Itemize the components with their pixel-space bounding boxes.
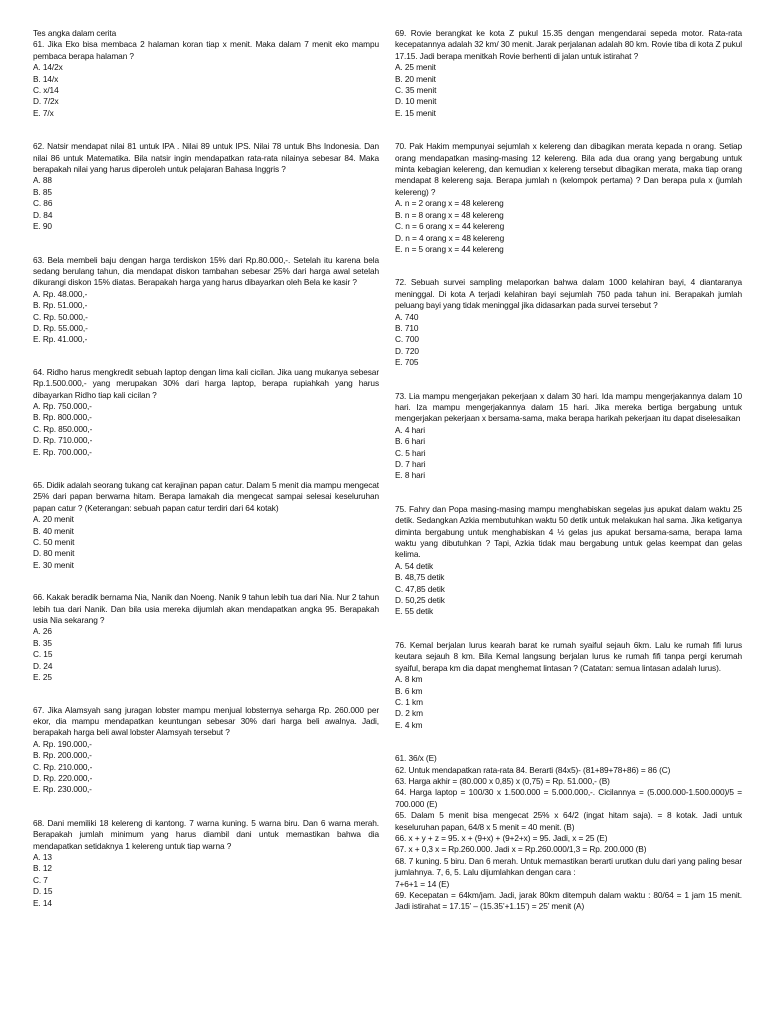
- question-text: 76. Kemal berjalan lurus kearah barat ke rumah syaiful sejauh 6km. Lalu ke rumah fifi lurus keutara sejauh 8 km. Bila Kemal langsung berjalan lurus ke rumah fifi tanpa pergi kerumah syaiful, berapa km dia dapat menghemat lintasan ? (Catatan: semua lintasan adalah lurus).: [395, 639, 742, 673]
- answer-option: E. Rp. 41.000,-: [33, 334, 88, 345]
- question-block: [395, 141, 742, 255]
- answer-option: C. Rp. 210.000,-: [33, 761, 93, 772]
- question-text: 63. Bela membeli baju dengan harga terdiskon 15% dari Rp.80.000,-. Setelah itu karena bela sedang berulang tahun, dia mendapat diskon tambahan sebesar 25% dari harga awal setelah dikurangi diskon 15% diatas. Berapakah harga yang harus dibayarkan oleh Bela ke kasir ?: [33, 254, 379, 288]
- answer-option: B. 710: [395, 322, 419, 333]
- left-column: [33, 28, 379, 909]
- answer-option: B. 48,75 detik: [395, 572, 445, 583]
- answer-option: E. n = 5 orang x = 44 kelereng: [395, 243, 504, 254]
- answer-line: 7+6+1 = 14 (E): [395, 878, 450, 889]
- answer-option: C. Rp. 850.000,-: [33, 423, 93, 434]
- answer-option: E. 90: [33, 221, 52, 232]
- answer-option: A. 54 detik: [395, 560, 434, 571]
- question-text: 62. Natsir mendapat nilai 81 untuk IPA . Nilai 89 untuk IPS. Nilai 78 untuk Bhs Indonesia. Dan nilai 86 untuk Matematika. Bila natsir ingin mendapatkan rata-rata nilainya sebesar 84. Maka berapakah nilai yang harus diperoleh untuk pelajaran Bahasa Inggris ?: [33, 141, 379, 175]
- question-block: [33, 592, 379, 683]
- answer-key: [395, 753, 742, 913]
- answer-option: B. 12: [33, 863, 52, 874]
- question-text: 68. Dani memiliki 18 kelereng di kantong. 7 warna kuning. 5 warna biru. Dan 6 warna merah. Berapakah jumlah minimum yang harus diambil dani untuk memastikan bahwa dia mendapatkan setidaknya 1 kelereng untuk tiap warna ?: [33, 817, 379, 851]
- answer-option: C. 700: [395, 334, 419, 345]
- answer-option: B. n = 8 orang x = 48 kelereng: [395, 209, 504, 220]
- question-text: 72. Sebuah survei sampling melaporkan bahwa dalam 1000 kelahiran bayi, 4 diantaranya meninggal. Di kota A terjadi kelahiran bayi sejumlah 750 pada tahun ini. Berapakah jumlah peluang bayi yang tidak meninggal jika didasarkan pada survei tersebut ?: [395, 277, 742, 311]
- answer-line: 61. 36/x (E): [395, 753, 437, 764]
- answer-option: E. Rp. 230.000,-: [33, 784, 92, 795]
- answer-option: D. 10 menit: [395, 96, 437, 107]
- answer-option: A. 88: [33, 175, 52, 186]
- answer-option: C. Rp. 50.000,-: [33, 311, 88, 322]
- question-block: [395, 504, 742, 618]
- answer-option: D. Rp. 710.000,-: [33, 435, 93, 446]
- answer-option: A. Rp. 750.000,-: [33, 400, 92, 411]
- answer-option: A. 25 menit: [395, 62, 436, 73]
- answer-option: B. 20 menit: [395, 73, 436, 84]
- answer-option: E. 25: [33, 672, 52, 683]
- answer-line: 68. 7 kuning. 5 biru. Dan 6 merah. Untuk memastikan berarti urutkan dulu dari yang paling besar jumlahnya. 7, 6, 5. Lalu dijumlahkan dengan cara :: [395, 855, 742, 878]
- answer-option: D. 15: [33, 886, 53, 897]
- answer-option: D. 80 menit: [33, 548, 75, 559]
- question-block: [33, 818, 379, 909]
- question-text: 61. Jika Eko bisa membaca 2 halaman koran tiap x menit. Maka dalam 7 menit eko mampu pembaca berapa halaman ?: [33, 39, 379, 61]
- answer-line: 67. x + 0,3 x = Rp.260.000. Jadi x = Rp.260.000/1,3 = Rp. 200.000 (B): [395, 844, 647, 855]
- answer-option: E. 14: [33, 897, 52, 908]
- answer-line: 69. Kecepatan = 64km/jam. Jadi, jarak 80km ditempuh dalam waktu : 80/64 = 1 jam 15 menit. Jadi istirahat = 17.15’ – (15.35’+1.15’) = 25’ menit (A): [395, 890, 742, 912]
- answer-option: D. 7 hari: [395, 459, 426, 469]
- question-text: 69. Rovie berangkat ke kota Z pukul 15.35 dengan mengendarai sepeda motor. Rata-rata kecepatannya adalah 32 km/ 30 menit. Jarak perjalanan adalah 80 km. Rovie tiba di kota Z pukul 17.15. Jadi berapa menitkah Rovie berhenti di jalan untuk istirahat ?: [395, 28, 742, 61]
- answer-option: C. x/14: [33, 85, 59, 96]
- answer-option: A. Rp. 48.000,-: [33, 288, 88, 299]
- answer-option: C. 5 hari: [395, 447, 426, 458]
- answer-option: E. 4 km: [395, 719, 423, 730]
- answer-line: 62. Untuk mendapatkan rata-rata 84. Berarti (84x5)- (81+89+78+86) = 86 (C): [395, 764, 671, 775]
- question-block: [395, 391, 742, 482]
- answer-option: C. 15: [33, 649, 53, 660]
- question-block: [33, 255, 379, 346]
- answer-option: C. n = 6 orang x = 44 kelereng: [395, 221, 505, 232]
- answer-option: B. 6 hari: [395, 436, 425, 447]
- answer-option: E. 30 menit: [33, 559, 74, 570]
- answer-option: E. 705: [395, 357, 419, 368]
- answer-option: B. Rp. 51.000,-: [33, 300, 88, 311]
- question-text: 73. Lia mampu mengerjakan pekerjaan x dalam 30 hari. Ida mampu mengerjakannya dalam 10 hari. Iza mampu mengerjakannya dalam 15 hari. Jika mereka bertiga bergabung untuk mengerjakan pekerjaan x bersama-sama, maka berapa harikah pekerjaan itu dapat diselesaikan: [395, 390, 742, 424]
- answer-option: C. 86: [33, 198, 53, 209]
- answer-option: D. 2 km: [395, 708, 423, 719]
- right-column: [395, 28, 742, 913]
- answer-option: A. 26: [33, 626, 52, 637]
- answer-option: D. 24: [33, 660, 53, 671]
- answer-option: A. 4 hari: [395, 424, 425, 435]
- question-block: [395, 640, 742, 731]
- answer-option: B. 40 menit: [33, 525, 74, 536]
- question-text: 67. Jika Alamsyah sang juragan lobster mampu menjual lobsternya seharga Rp. 260.000 per ekor, dia mampu mendapatkan keuntungan sebesar 30% dari harga beli awalnya. Jadi, berapakah harga beli awal lobster Alamsyah tersebut ?: [33, 704, 379, 738]
- answer-option: A. 13: [33, 851, 52, 862]
- answer-option: C. 35 menit: [395, 85, 437, 96]
- answer-option: A. 740: [395, 311, 419, 322]
- answer-option: B. 6 km: [395, 685, 423, 696]
- answer-line: 66. x + y + z = 95. x + (9+x) + (9+2+x) = 95. Jadi, x = 25 (E): [395, 832, 608, 843]
- answer-option: D. n = 4 orang x = 48 kelereng: [395, 232, 505, 243]
- answer-option: E. 55 detik: [395, 606, 434, 617]
- question-text: 75. Fahry dan Popa masing-masing mampu menghabiskan segelas jus apukat dalam waktu 25 detik. Sedangkan Azkia membutuhkan waktu 50 detik untuk melakukan hal sama. Jika ketiganya diminta bergabung untuk menghabiskan 4 ½ gelas jus apukat bersama-sama, berapa lama waktu yang dibutuhkan ? Tapi, Azkia tidak mau bergabung untuk gelas keempat dan gelas kelima.: [395, 503, 742, 560]
- question-block: [33, 141, 379, 232]
- answer-option: E. 7/x: [33, 107, 54, 118]
- answer-line: 63. Harga akhir = (80.000 x 0,85) x (0,75) = Rp. 51.000,- (B): [395, 775, 610, 786]
- answer-option: A. Rp. 190.000,-: [33, 738, 92, 749]
- question-block: [33, 367, 379, 458]
- answer-line: 65. Dalam 5 menit bisa mengecat 25% x 64/2 (ingat hitam saja). = 8 kotak. Jadi untuk keseluruhan papan, 64/8 x 5 menit = 40 menit. (B): [395, 810, 742, 832]
- question-text: 70. Pak Hakim mempunyai sejumlah x kelereng dan dibagikan merata kepada n orang. Setiap orang mendapatkan masing-masing 12 kelereng. Bila ada dua orang yang bergabung untuk minta kebagian kelereng, dan kemudian x kelereng tersebut dibagikan merata, maka tiap orang mendapat 8 kelereng saja. Berapa jumlah n (kelompok pertama) ? Dan berapa pula x (jumlah kelereng) ?: [395, 141, 742, 197]
- question-text: 64. Ridho harus mengkredit sebuah laptop dengan lima kali cicilan. Jika uang mukanya sebesar Rp.1.500.000,- yang merupakan 30% dari harga laptop, berapa rupiahkah yang harus dibayarkan Ridho tiap kali cicilan ?: [33, 366, 379, 400]
- question-block: [33, 480, 379, 571]
- answer-option: C. 1 km: [395, 696, 423, 707]
- question-block: [395, 277, 742, 368]
- answer-option: D. Rp. 55.000,-: [33, 322, 88, 333]
- answer-option: D. 84: [33, 209, 53, 220]
- answer-option: E. 8 hari: [395, 470, 425, 481]
- answer-option: B. 14/x: [33, 73, 59, 84]
- answer-option: E. Rp. 700.000,-: [33, 446, 92, 457]
- answer-option: C. 50 menit: [33, 537, 75, 548]
- answer-line: 64. Harga laptop = 100/30 x 1.500.000 = 5.000.000,-. Cicilannya = (5.000.000-1.500.000)/5 = 700.000 (E): [395, 787, 742, 809]
- answer-option: B. 85: [33, 186, 52, 197]
- answer-option: A. 8 km: [395, 674, 423, 685]
- question-text: 65. Didik adalah seorang tukang cat kerajinan papan catur. Dalam 5 menit dia mampu mengecat 25% dari papan berwarna hitam. Berapa lamakah dia mengecat sampai selesai keseluruhan papan catur ? (Keterangan: sebuah papan catur terdiri dari 64 kotak): [33, 480, 379, 513]
- question-block: [33, 705, 379, 796]
- answer-option: C. 47,85 detik: [395, 583, 445, 594]
- answer-option: D. Rp. 220.000,-: [33, 772, 93, 783]
- page-title: Tes angka dalam cerita: [33, 28, 117, 38]
- answer-option: B. Rp. 800.000,-: [33, 412, 92, 423]
- question-text: 66. Kakak beradik bernama Nia, Nanik dan Noeng. Nanik 9 tahun lebih tua dari Nia. Nur 2 tahun lebih tua dari Nanik. Dan bila usia mereka dijumlah akan mendapatkan angka 95. Berapakah usia Nia sekarang ?: [33, 592, 379, 626]
- answer-option: B. 35: [33, 637, 52, 648]
- answer-option: D. 50,25 detik: [395, 595, 445, 606]
- answer-option: A. 20 menit: [33, 514, 74, 525]
- question-block: [33, 39, 379, 119]
- answer-option: A. 14/2x: [33, 62, 63, 73]
- answer-option: B. Rp. 200.000,-: [33, 750, 92, 761]
- question-block: [395, 28, 742, 119]
- answer-option: D. 720: [395, 345, 419, 356]
- answer-option: A. n = 2 orang x = 48 kelereng: [395, 198, 504, 209]
- answer-option: C. 7: [33, 874, 48, 885]
- answer-option: D. 7/2x: [33, 96, 59, 107]
- answer-option: E. 15 menit: [395, 107, 436, 118]
